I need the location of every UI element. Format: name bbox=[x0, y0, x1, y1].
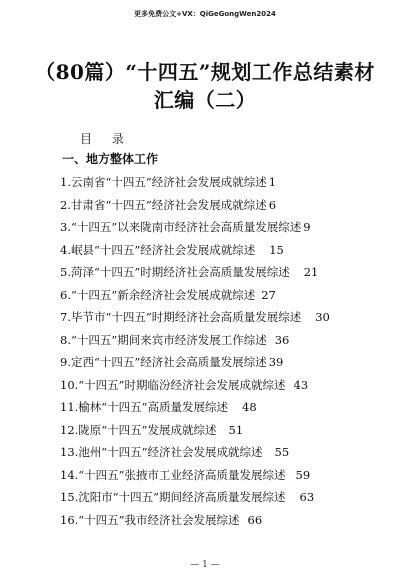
toc-item-text: 12.陇原“十四五”发展成就综述 bbox=[60, 422, 217, 437]
title-line-2: 汇编（二） bbox=[153, 88, 257, 112]
toc-item-page: 66 bbox=[247, 512, 263, 527]
section-heading: 一、地方整体工作 bbox=[62, 152, 159, 166]
toc-item[interactable] bbox=[60, 261, 400, 284]
toc-item[interactable] bbox=[60, 306, 400, 329]
toc-item-text: 11.榆林“十四五”高质量发展综述 bbox=[60, 400, 229, 414]
toc-item[interactable] bbox=[60, 171, 400, 194]
toc-item[interactable] bbox=[60, 419, 400, 442]
toc-item[interactable] bbox=[60, 486, 400, 509]
toc-heading: 目 录 bbox=[80, 132, 132, 146]
toc-item-page: 30 bbox=[315, 310, 330, 324]
toc-item[interactable] bbox=[60, 239, 400, 262]
toc-item-page: 48 bbox=[242, 400, 257, 414]
toc-item-page: 21 bbox=[303, 265, 319, 279]
toc-item-text: 1.云南省“十四五”经济社会发展成就综述 bbox=[60, 175, 267, 189]
toc-item-text: 16.“十四五”我市经济社会发展综述 bbox=[60, 512, 240, 527]
toc-item[interactable] bbox=[60, 441, 400, 464]
title-line-1: （80篇）“十四五”规划工作总结素材 bbox=[35, 60, 375, 84]
toc-item[interactable] bbox=[60, 396, 400, 419]
toc-item-text: 6.“十四五”新余经济社会发展成就综述 bbox=[60, 287, 256, 302]
toc-item-page: 39 bbox=[268, 355, 284, 369]
toc-item-page: 27 bbox=[261, 287, 276, 302]
toc-item-text: 10.“十四五”时期临汾经济社会发展成就综述 bbox=[60, 377, 286, 392]
toc-item-page: 43 bbox=[293, 377, 309, 392]
toc-item-text: 8.“十四五”期间来宾市经济发展工作综述 bbox=[60, 332, 267, 347]
toc-item-text: 13.池州“十四五”经济社会发展成就综述 bbox=[60, 445, 263, 459]
toc-item-text: 3.“十四五”以来陇南市经济社会高质量发展综述 bbox=[60, 220, 302, 234]
toc-item-page: 1 bbox=[268, 175, 277, 189]
toc-item-text: 7.毕节市“十四五”时期经济社会高质量发展综述 bbox=[60, 310, 302, 324]
toc-item-text: 9.定西“十四五”经济社会高质量发展综述 bbox=[60, 355, 267, 369]
toc-item-page: 55 bbox=[274, 445, 290, 459]
toc-item[interactable] bbox=[60, 216, 400, 239]
toc-item[interactable] bbox=[60, 374, 400, 397]
toc-item[interactable] bbox=[60, 284, 400, 307]
toc-item-page: 51 bbox=[228, 422, 244, 437]
toc-item-page: 59 bbox=[295, 467, 311, 482]
toc-item[interactable] bbox=[60, 509, 400, 532]
toc-item-text: 5.菏泽“十四五”时期经济社会高质量发展综述 bbox=[60, 265, 290, 279]
page-number: — 1 — bbox=[190, 560, 220, 570]
header-note: 更多免费公文+VX：QiGeGongWen2024 bbox=[134, 10, 276, 18]
toc-item-text: 15.沈阳市“十四五”期间经济高质量发展综述 bbox=[60, 490, 286, 504]
document-title bbox=[30, 58, 380, 114]
toc-item[interactable] bbox=[60, 351, 400, 374]
toc-item[interactable] bbox=[60, 194, 400, 217]
toc-item-page: 6 bbox=[268, 197, 277, 212]
toc-item-text: 14.“十四五”张掖市工业经济高质量发展综述 bbox=[60, 467, 286, 482]
toc-item-text: 4.岷县“十四五”经济社会发展成就综述 bbox=[60, 242, 256, 257]
toc-item-page: 36 bbox=[274, 332, 290, 347]
toc-item[interactable] bbox=[60, 464, 400, 487]
toc-item[interactable] bbox=[60, 329, 400, 352]
toc-item-page: 9 bbox=[303, 220, 311, 234]
toc-item-page: 15 bbox=[269, 242, 284, 257]
toc-item-page: 63 bbox=[299, 490, 315, 504]
toc-item-text: 2.甘肃省“十四五”经济社会发展成就综述 bbox=[60, 197, 267, 212]
toc-list bbox=[60, 171, 400, 531]
